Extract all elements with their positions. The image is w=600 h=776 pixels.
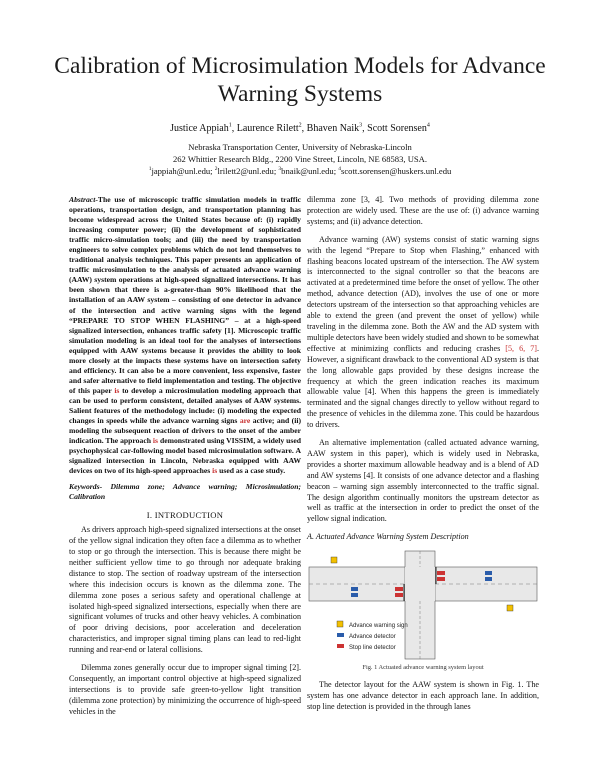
intro-paragraph-1: As drivers approach high-speed signalized intersections at the onset of the yellow signal indication they often face a dilemma as to whether to stop or go through the intersection. This is because there might be neither sufficient yellow time to go through nor adequate braking distance to stop. The section of roadway upstream of the intersection where this indecision occurs is known as the dilemma zone. The dilemma zone poses a serious safety and operational challenge at isolated high-speed signalized intersections, especially when there are significant volumes of trucks and other heavy vehicles. A combination of poor driving decisions, poor acceleration and deceleration characteristics, and improper signal timing plans can lead to red-light running and rear-end or lateral collisions. (69, 525, 301, 655)
intro-paragraph-2: Dilemma zones generally occur due to improper signal timing [2]. Consequently, an important control objective at high-speed signalized intersections is to provide safe green-to-yellow light transition (dilemma zone protection) by minimizing the occurrence of high-speed vehicles in the (69, 663, 301, 716)
advance-detector (351, 593, 358, 597)
legend-label: Advance detector (349, 634, 396, 641)
affiliation-block (40, 141, 560, 177)
legend-swatch-advance-detector (337, 633, 344, 637)
legend-swatch-stop-line-detector (337, 644, 344, 648)
right-paragraph-1: dilemma zone [3, 4]. Two methods of providing dilemma zone protection are widely used. These are the use of: (i) advance warning systems; and (ii) advance detection. (307, 195, 539, 226)
email-link[interactable]: bnaik@unl.edu; (281, 166, 337, 176)
author-1: Justice Appiah$^1$ (170, 122, 232, 134)
citation-link[interactable]: [5, 6, 7] (505, 343, 537, 353)
email-link[interactable]: lrilett2@unl.edu; (217, 166, 277, 176)
affiliation-line-1: Nebraska Transportation Center, University of Nebraska-Lincoln (188, 142, 412, 152)
author-list: Justice Appiah$^1$, Laurence Rilett$^2$, Bhaven Naik$^3$, Scott Sorensen$^4$ (170, 122, 430, 134)
legend-label: Advance warning sign (349, 623, 408, 630)
stop-line-detector (437, 571, 445, 575)
email-link[interactable]: jappiah@unl.edu; (151, 166, 213, 176)
email-link[interactable]: scott.sorensen@huskers.unl.edu (341, 166, 452, 176)
figure-legend (337, 621, 408, 651)
keywords: Keywords- Dilemma zone; Advance warning; Microsimulation; Calibration (69, 482, 301, 502)
intersection-box (405, 567, 435, 601)
figure-1 (307, 549, 539, 661)
advance-warning-sign (507, 605, 513, 611)
abstract: Abstract-The use of microscopic traffic simulation models in traffic operations, transportation design, and transportation planning has become widespread across the United States because of: (i) rapidly increasing computer power; (ii) the development of sophisticated traffic micro-simulation tools; and (iii) the need by transportation engineers to solve complex problems which do not lend themselves to traditional analysis techniques. This paper presents an application of traffic microsimulation to the analysis of actuated advance warning (AAW) system operations at high-speed signalized intersections. It has been shown that there is a-greater-than 90% likelihood that the installation of an AAW system – consisting of one detector in advance of the intersection and active warning signs with the legend “PREPARE TO STOP WHEN FLASHING” – at a high-speed signalized intersection, enhances traffic safety [1]. Microscopic traffic simulation modeling is an ideal tool for the analyses of intersections equipped with AAW systems because it provides the ability to look more closely at the impacts these systems have on intersection safety and efficiency. It can also be a more convenient, less expensive, faster and safer alternative to field implementation and testing. The objective of this paper is to develop a microsimulation modeling approach that can be used to perform consistent, detailed analyses of AAW systems. Salient features of the methodology include: (i) modeling the expected changes in speeds while the advance warning signs are active; and (ii) modeling the subsequent reaction of drivers to the onset of the amber indication. The approach is demonstrated using VISSIM, a widely used psychophysical car-following model based microsimulation software. A signalized intersection in Lincoln, Nebraska equipped with AAW devices on two of its high-speed approaches is used as a case study. (69, 195, 301, 476)
left-column (69, 195, 301, 725)
advance-detector (485, 577, 492, 581)
stop-line-detector (437, 577, 445, 581)
right-paragraph-3: An alternative implementation (called actuated advance warning, AAW system in this paper), which is widely used in Nebraska, provides a shorter maximum allowable headway and is a blend of AD and AW systems [4]. It consists of one advance detector and a flashing beacon – warning sign assembly interconnected to the traffic signal. The design algorithm continually monitors the upstream detector as well as traffic at the intersection in order to predict the onset of the yellow signal indication. (307, 438, 539, 524)
intersection-layout-diagram (307, 549, 539, 661)
advance-detector (351, 587, 358, 591)
advance-warning-sign (331, 557, 337, 563)
subsection-heading: A. Actuated Advance Warning System Description (307, 532, 469, 542)
figure-caption: Fig. 1 Actuated advance warning system layout (362, 664, 484, 672)
right-paragraph-2: Advance warning (AW) systems consist of static warning signs with the legend “Prepare to Stop when Flashing,” enhanced with flashing beacons located upstream of the intersection. The AW system is interconnected to the signal controller so that the beacons are activated at a predetermined time before the onset of yellow. The other method, advance detection (AD), involves the use of one or more detectors upstream of the intersection so that approaching vehicles are able to extend the green (and prevent the onset of yellow) while traveling in the dilemma zone. Both the AW and the AD system with multiple detectors have been widely studied and shown to be somewhat effective at minimizing conflicts and reducing crashes [5, 6, 7]. However, a significant drawback to the conventional AD system is that the long allowable gaps provided by these designs increase the frequency at which the green indication reaches its maximum allowable value [4]. When this happens the green is immediately terminated and the signal changes directly to yellow without regard to the presence of vehicles in the dilemma zone. This could be hazardous to drivers. (307, 234, 539, 430)
author-4: Scott Sorensen$^4$ (367, 122, 430, 134)
section-heading-introduction: I. INTRODUCTION (146, 510, 224, 521)
legend-label: Stop line detector (349, 645, 396, 652)
affiliation-line-2: 262 Whittier Research Bldg., 2200 Vine Street, Lincoln, NE 68583, USA. (172, 154, 428, 164)
legend-swatch-sign (337, 621, 343, 627)
author-3: Bhaven Naik$^3$ (306, 122, 363, 134)
author-emails: $^1$jappiah@unl.edu; $^2$lrilett2@unl.edu; $^3$bnaik@unl.edu; $^4$scott.sorensen@huskers.unl.edu (148, 166, 452, 176)
paper-title: Calibration of Microsimulation Models for Advance Warning Systems (54, 53, 546, 107)
author-2: Laurence Rilett$^2$ (236, 122, 302, 134)
right-column (307, 195, 539, 720)
stop-line-detector (395, 587, 403, 591)
stop-line-detector (395, 593, 403, 597)
right-paragraph-4: The detector layout for the AAW system is shown in Fig. 1. The system has one advance detector in each approach lane. In addition, stop line detection is provided in the through lanes (307, 680, 539, 711)
advance-detector (485, 571, 492, 575)
